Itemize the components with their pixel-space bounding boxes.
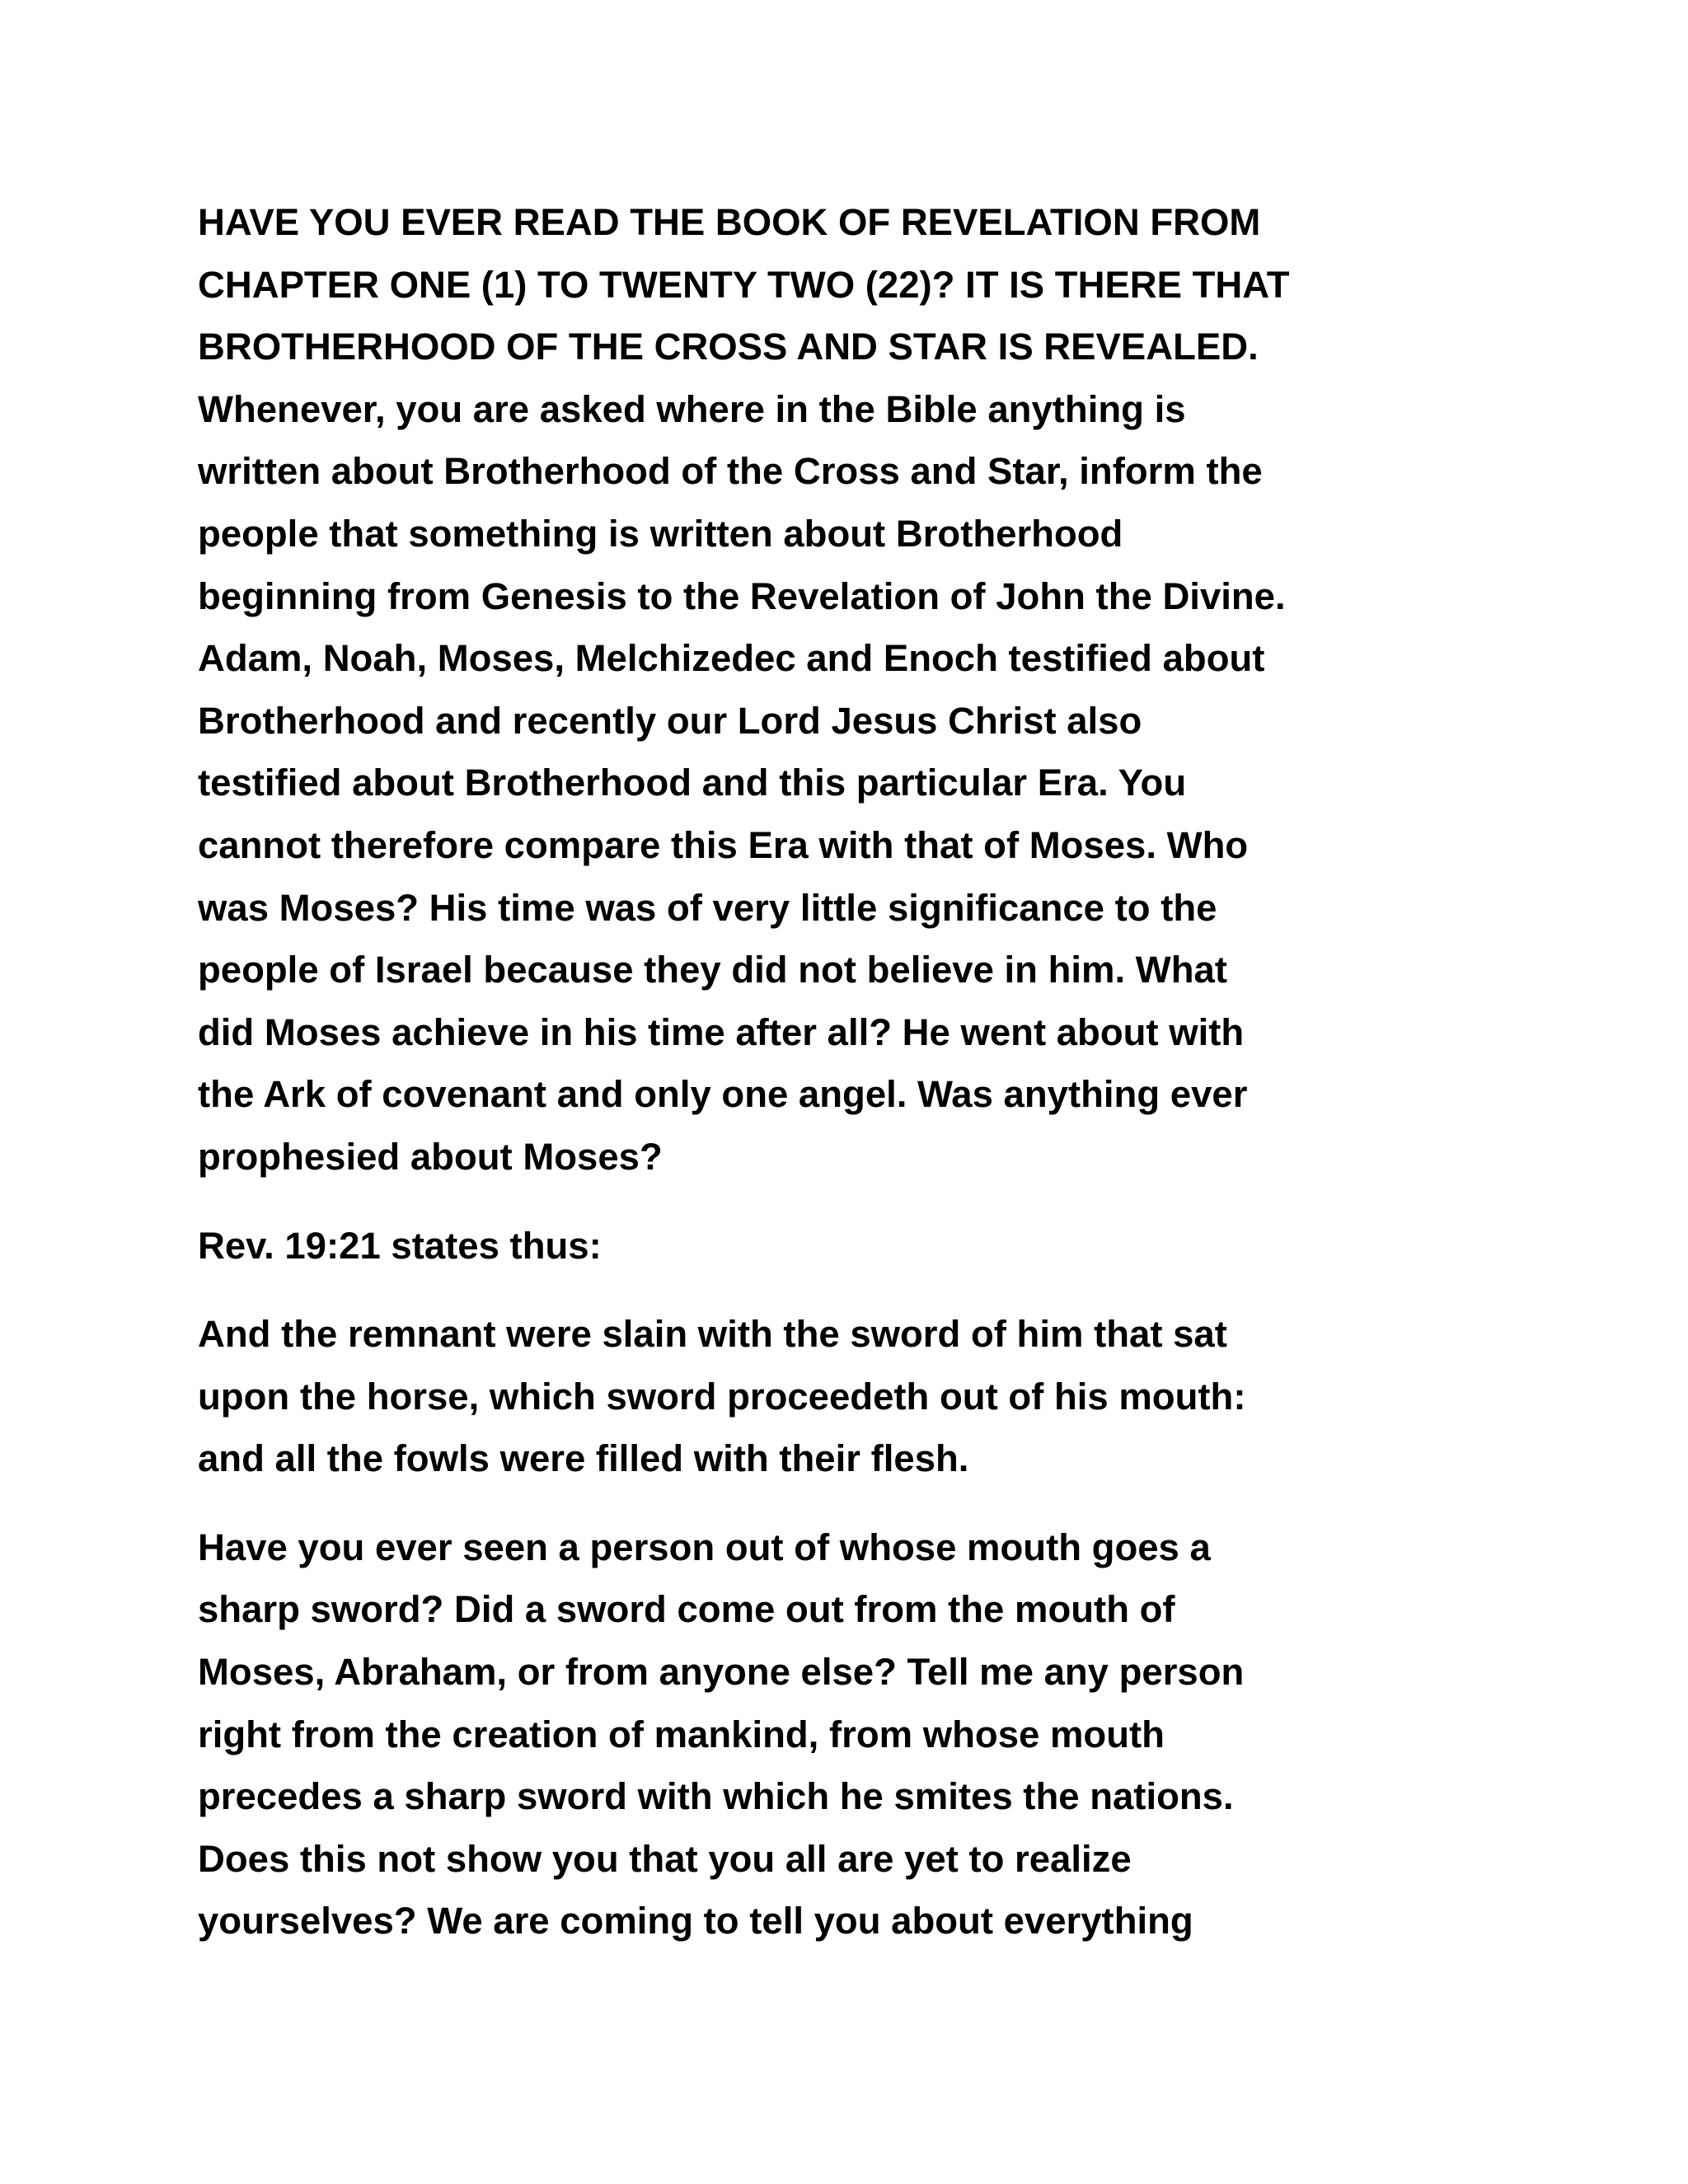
text-line: BROTHERHOOD OF THE CROSS AND STAR IS REVEALED. (198, 326, 1259, 368)
scripture-quote (198, 1303, 1500, 1490)
text-line: Adam, Noah, Moses, Melchizedec and Enoch testified about (198, 637, 1265, 680)
text-line: yourselves? We are coming to tell you about everything (198, 1900, 1193, 1943)
text-line: CHAPTER ONE (1) TO TWENTY TWO (22)? IT IS THERE THAT (198, 263, 1290, 306)
paragraph-spacer (198, 1490, 1500, 1516)
text-line: Whenever, you are asked where in the Bible anything is (198, 387, 1186, 430)
reference-line: Rev. 19:21 states thus: (198, 1224, 602, 1267)
quote-line: And the remnant were slain with the sword of him that sat (198, 1313, 1227, 1356)
text-line: Brotherhood and recently our Lord Jesus Christ also (198, 699, 1142, 742)
text-line: cannot therefore compare this Era with that of Moses. Who (198, 823, 1249, 866)
text-line: prophesied about Moses? (198, 1135, 663, 1178)
text-line: the Ark of covenant and only one angel. Was anything ever (198, 1073, 1248, 1116)
text-line: Have you ever seen a person out of whose mouth goes a (198, 1526, 1211, 1568)
text-line: sharp sword? Did a sword come out from the mouth of (198, 1588, 1175, 1631)
text-line: was Moses? His time was of very little significance to the (198, 886, 1217, 929)
text-line: testified about Brotherhood and this particular Era. You (198, 762, 1187, 804)
text-line: did Moses achieve in his time after all? He went about with (198, 1010, 1245, 1053)
text-line: Does this not show you that you all are yet to realize (198, 1837, 1132, 1880)
document-body (198, 191, 1500, 1952)
text-line: Moses, Abraham, or from anyone else? Tell me any person (198, 1651, 1245, 1694)
paragraph-commentary (198, 1516, 1500, 1952)
scripture-reference (198, 1215, 1500, 1277)
quote-line: and all the fowls were filled with their flesh. (198, 1437, 969, 1480)
quote-line: upon the horse, which sword proceedeth out of his mouth: (198, 1375, 1246, 1418)
text-line: people that something is written about Brotherhood (198, 512, 1123, 555)
text-line: precedes a sharp sword with which he smites the nations. (198, 1775, 1234, 1818)
paragraph-intro (198, 191, 1500, 1188)
text-line: HAVE YOU EVER READ THE BOOK OF REVELATION FROM (198, 201, 1261, 243)
paragraph-spacer (198, 1188, 1500, 1215)
text-line: beginning from Genesis to the Revelation of John the Divine. (198, 574, 1286, 617)
text-line: people of Israel because they did not believe in him. What (198, 949, 1227, 991)
paragraph-spacer (198, 1277, 1500, 1303)
text-line: written about Brotherhood of the Cross and Star, inform the (198, 450, 1263, 493)
text-line: right from the creation of mankind, from whose mouth (198, 1713, 1165, 1755)
